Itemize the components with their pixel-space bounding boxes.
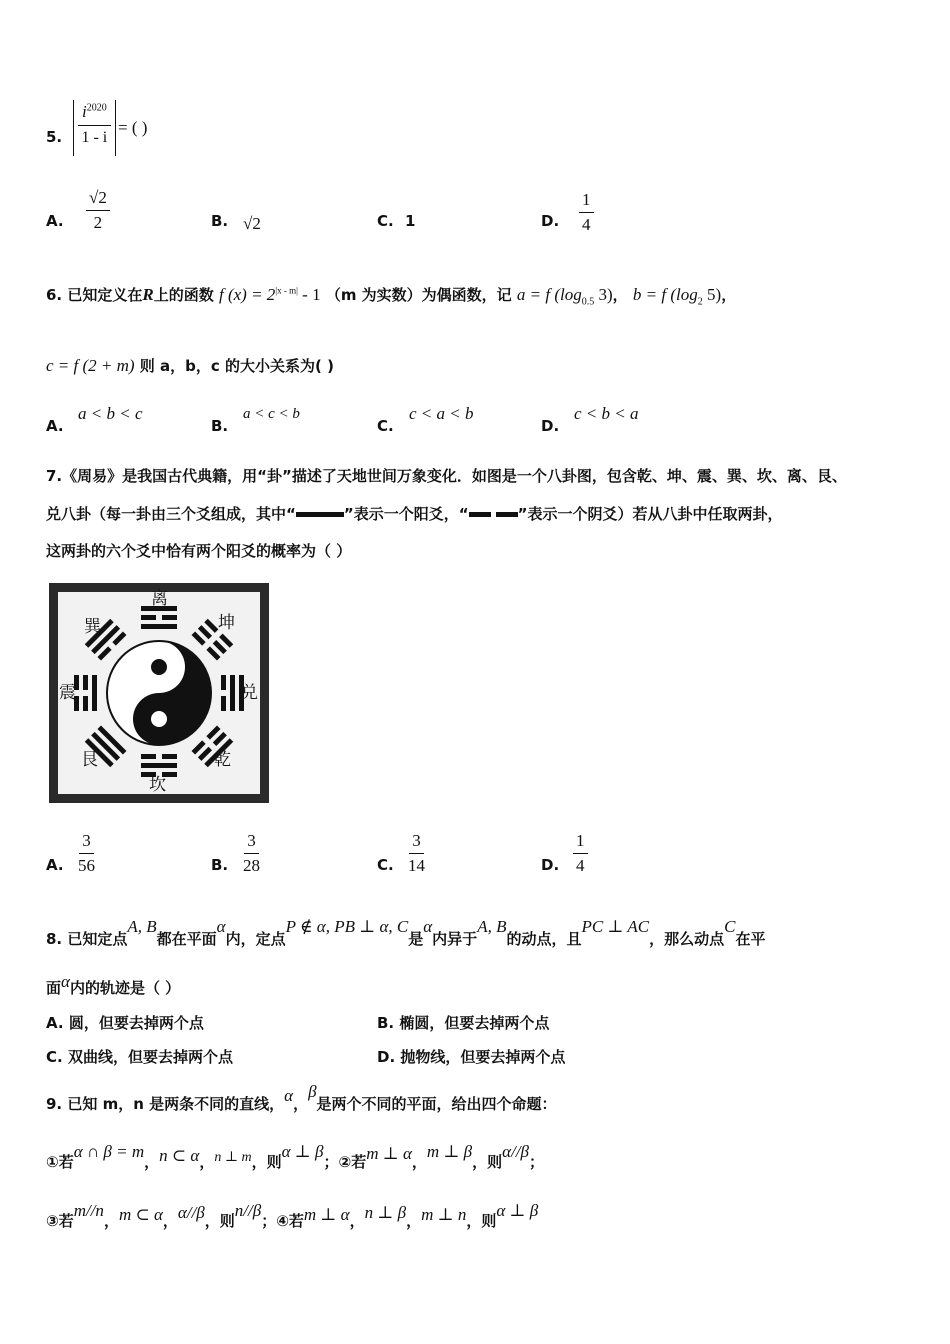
q6-R: R (142, 285, 154, 304)
q9-sep-5: ， (162, 1212, 178, 1230)
q5-number: 5. (46, 128, 63, 146)
bagua-label-right-bottom: 乾 (214, 750, 231, 770)
q9-p3-then: ，则 (204, 1212, 235, 1230)
q7-line1: 7.《周易》是我国古代典籍，用“卦”描述了天地世间万象变化．如图是一个八卦图，包含乾、坤、震、巽、坎、离、艮、 (46, 467, 847, 485)
q7-line2b: ”表示一个阳爻，“ (343, 505, 469, 523)
q9-p4-c: m ⊥ n (421, 1205, 467, 1224)
q6-b-base: b = f (log (632, 285, 698, 304)
q8-m4: α (423, 917, 433, 936)
q8-t7: ，那么动点 (649, 930, 725, 948)
q8-option-a (46, 1012, 204, 1033)
q6-option-a-value: a < b < c (78, 404, 143, 423)
q9-t2: 是两个不同的平面，给出四个命题： (316, 1095, 557, 1113)
q9-sep-1: ， (144, 1153, 160, 1171)
q5-option-a (86, 188, 110, 233)
q9-p2-num: ；②若 (323, 1153, 367, 1171)
bagua-label-right-top: 坤 (218, 613, 235, 633)
q5-option-d (579, 190, 594, 235)
q7-option-b (240, 831, 263, 876)
q5-option-b-label: B. (211, 212, 229, 230)
q9-props-line2 (46, 1201, 539, 1231)
q9-sep-4: ， (103, 1212, 119, 1230)
q7-option-a-label: A. (46, 856, 64, 874)
q8-m6: PC ⊥ AC (581, 917, 650, 936)
bagua-label-left-bottom: 艮 (81, 750, 98, 770)
q6-a-sub: 0.5 (581, 296, 595, 308)
q7-option-c-num: 3 (409, 831, 424, 854)
q6-c-expr: c = f (2 + m) (46, 356, 135, 375)
yang-line-icon (296, 512, 344, 517)
q8-option-b-value: 椭圆，但要去掉两个点 (399, 1014, 550, 1032)
q8-line2 (46, 972, 181, 998)
q8-t5: 内异于 (432, 930, 478, 948)
q7-option-a-den: 56 (78, 856, 95, 875)
q8-option-b-label: B. (377, 1014, 395, 1032)
q8-option-d-value: 抛物线，但要去掉两个点 (400, 1048, 566, 1066)
q8-option-d (377, 1046, 565, 1067)
q9-props-line1 (46, 1142, 545, 1172)
q7-line2c: ”表示一个阴爻）若从八卦中任取两卦， (517, 505, 783, 523)
q9-p4-d: α ⊥ β (496, 1201, 539, 1220)
bagua-label-right: 兑 (241, 683, 258, 703)
q8-t4: 是 (408, 930, 424, 948)
q7-option-d-den: 4 (576, 856, 585, 875)
q6-a-tail: 3) (594, 285, 613, 304)
q6-option-c-value: c < a < b (409, 404, 474, 423)
q7-option-c-label: C. (377, 856, 394, 874)
bagua-label-left-top: 巽 (84, 617, 101, 637)
q6-comma1: ， (612, 286, 628, 304)
q5-abs-num: i (82, 102, 87, 121)
yin-line-icon-right (496, 512, 518, 517)
q8-option-c-label: C. (46, 1048, 63, 1066)
yin-line-icon-left (469, 512, 491, 517)
q7-line2a: 兑八卦（每一卦由三个爻组成，其中“ (46, 505, 296, 523)
q5-tail: = ( ) (118, 118, 148, 137)
q8-t8: 在平 (735, 930, 766, 948)
q7-option-c (405, 831, 428, 876)
q8-t1: 8. 已知定点 (46, 930, 128, 948)
q5-option-a-den: 2 (93, 213, 103, 232)
q5-option-d-label: D. (541, 212, 560, 230)
q7-option-a (75, 831, 98, 876)
q9-p1-then: ，则 (251, 1153, 282, 1171)
q7-option-b-den: 28 (243, 856, 260, 875)
q8-line1 (46, 917, 766, 949)
bagua-svg (48, 582, 270, 804)
q6-fx (219, 285, 321, 304)
q6-option-a-label: A. (46, 417, 64, 435)
q9-p4-num: ；④若 (261, 1212, 304, 1230)
q9-t1: 9. 已知 m，n 是两条不同的直线， (46, 1095, 285, 1113)
q9-sep-3: ， (411, 1153, 427, 1171)
q5-abs-den: 1 - i (81, 129, 108, 146)
q7-option-d-label: D. (541, 856, 560, 874)
q9-sep-7: ， (406, 1212, 422, 1230)
q8-m1: A, B (127, 917, 157, 936)
q9-p3-b: m ⊂ α (118, 1205, 163, 1224)
q7-option-d-num: 1 (573, 831, 588, 854)
q6-b-sub: 2 (697, 296, 703, 308)
q8-line2m: α (61, 972, 70, 991)
q5-option-a-label: A. (46, 212, 64, 230)
q8-option-d-label: D. (377, 1048, 396, 1066)
q9-p3-c: α//β (177, 1203, 205, 1222)
q9-p2-d: α//β (502, 1142, 530, 1161)
q9-p3-num: ③若 (46, 1212, 74, 1230)
q8-option-c-value: 双曲线，但要去掉两个点 (67, 1048, 233, 1066)
q8-t6: 的动点，且 (506, 930, 582, 948)
q9-p3-a: m//n (73, 1201, 104, 1220)
q8-option-b (377, 1012, 549, 1033)
q9-p3-d: n//β (234, 1201, 262, 1220)
q5-option-c-value: 1 (405, 212, 416, 230)
q8-t2: 都在平面 (156, 930, 217, 948)
q9-p1-a: α ∩ β = m (73, 1142, 145, 1161)
q9-p1-num: ①若 (46, 1153, 74, 1171)
q6-number: 6. (46, 286, 63, 304)
q7-option-d (573, 831, 588, 876)
q6-option-c-label: C. (377, 417, 394, 435)
q6-fx-exp: |x - m| (275, 285, 298, 296)
q9-p1-d: α ⊥ β (281, 1142, 324, 1161)
q5-option-c-label: C. (377, 212, 394, 230)
q6-option-d-value: c < b < a (574, 404, 639, 423)
q9-m2: β (308, 1082, 317, 1101)
q8-line2a: 面 (46, 979, 62, 997)
q6-comma2: ， (721, 286, 737, 304)
q7-option-b-label: B. (211, 856, 229, 874)
q6-text2: 上的函数 (153, 286, 214, 304)
q9-p4-a: m ⊥ α (303, 1205, 350, 1224)
q8-m2: α (216, 917, 226, 936)
q9-p2-a: m ⊥ α (366, 1144, 412, 1163)
q6-fx-tail: - 1 (297, 285, 321, 304)
q9-p4-b: n ⊥ β (364, 1203, 407, 1222)
q6-fx-base: f (x) = 2 (218, 285, 276, 304)
q5-option-b-value: √2 (243, 214, 261, 233)
q6-option-b-label: B. (211, 417, 229, 435)
q9-p4-then: ，则 (466, 1212, 497, 1230)
q5-option-d-num: 1 (579, 190, 594, 213)
q7-line3: 这两卦的六个爻中恰有两个阳爻的概率为（ ） (46, 542, 352, 560)
q6-line2 (46, 355, 334, 376)
q9-p2-then: ，则 (472, 1153, 503, 1171)
q7-option-a-num: 3 (79, 831, 94, 854)
q8-m5: A, B (477, 917, 507, 936)
q5-option-d-den: 4 (582, 215, 591, 234)
q8-m7: C (724, 917, 736, 936)
q5-abs-expression (73, 100, 116, 156)
q6-text1: 已知定义在 (67, 286, 143, 304)
q9-sep-2: ， (199, 1153, 215, 1171)
q9-p1-b: n ⊂ α (159, 1146, 200, 1165)
q6-a-base: a = f (log (516, 285, 582, 304)
q7-line2 (46, 503, 782, 524)
q6-b-expr (632, 285, 722, 308)
q9-p2-end: ； (529, 1153, 545, 1171)
q5-option-a-num: √2 (86, 188, 110, 211)
q5-abs-exp: 2020 (86, 102, 107, 114)
q6-option-d-label: D. (541, 417, 560, 435)
q6-option-b-value: a < c < b (243, 406, 300, 422)
q6-b-tail: 5) (702, 285, 722, 304)
q8-t3: 内，定点 (225, 930, 286, 948)
bagua-label-left: 震 (59, 683, 76, 703)
q6-line1 (46, 284, 736, 307)
q9-c1: ， (293, 1095, 309, 1113)
q8-option-a-label: A. (46, 1014, 64, 1032)
q7-option-b-num: 3 (244, 831, 259, 854)
q9-m1: α (284, 1086, 294, 1105)
q6-a-expr (516, 285, 613, 308)
q8-option-c (46, 1046, 233, 1067)
q9-sep-6: ， (349, 1212, 365, 1230)
bagua-label-bottom: 坎 (149, 775, 166, 795)
q7-option-c-den: 14 (408, 856, 425, 875)
bagua-figure (48, 582, 270, 804)
yin-yang-icon (107, 641, 211, 745)
q8-option-a-value: 圆，但要去掉两个点 (68, 1014, 204, 1032)
q8-line2b: 内的轨迹是（ ） (69, 979, 181, 997)
bagua-label-top: 离 (151, 589, 168, 609)
q8-m3: P ∉ α, PB ⊥ α, C (285, 917, 409, 936)
q6-text3: 则 a，b，c 的大小关系为( ) (139, 357, 334, 375)
q9-line1 (46, 1082, 557, 1114)
q9-p2-b: m ⊥ β (426, 1142, 473, 1161)
q6-paren: （m 为实数）为偶函数，记 (325, 286, 512, 304)
q9-p1-c: n ⊥ m (214, 1150, 252, 1165)
